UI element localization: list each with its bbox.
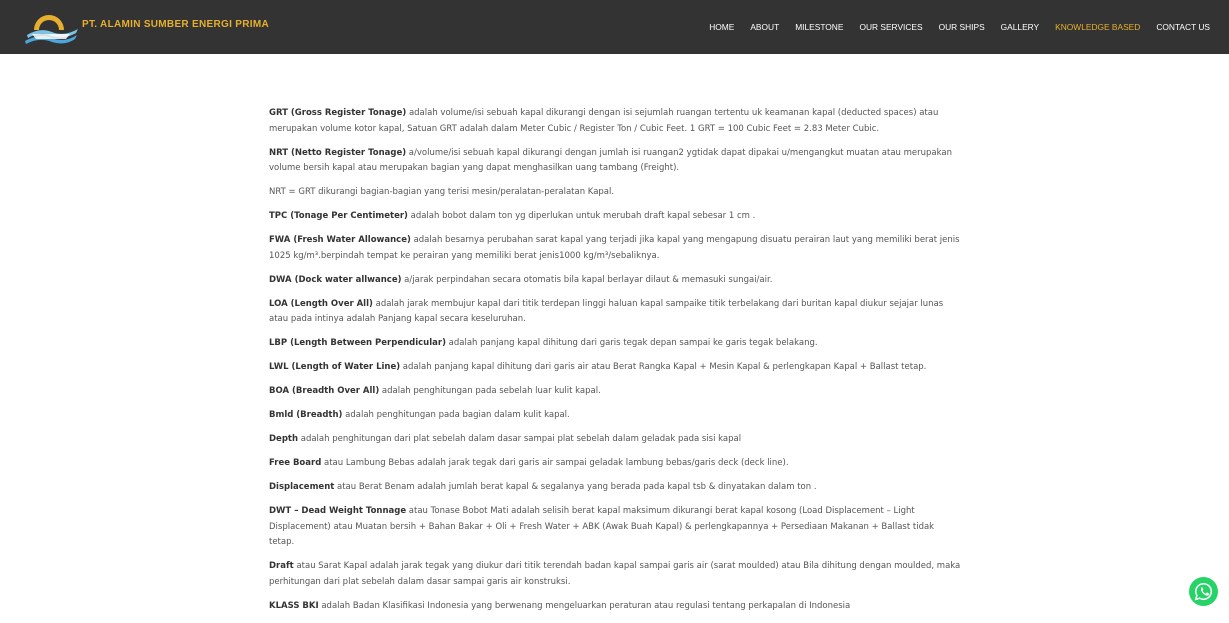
entry-text: adalah penghitungan dari plat sebelah dalam dasar sampai plat sebelah dalam geladak pada sisi kapal [298,434,742,444]
entry-text: atau Sarat Kapal adalah jarak tegak yang diukur dari titik terendah badan kapal sampai garis air (sarat moulded) atau Bila dihitung dengan moulded, maka perhitungan dari plat sebelah dalam dasar sampai garis air konstruksi. [269,561,961,587]
whatsapp-button[interactable] [1189,577,1218,606]
entry-text: adalah besarnya perubahan sarat kapal yang terjadi jika kapal yang mengapung disuatu perairan laut yang memiliki berat jenis 1025 kg/m³.berpindah tempat ke perairan yang memiliki berat jenis1000 kg/m³/sebaliknya. [269,235,960,261]
entry-nrt-formula [269,185,961,201]
entry-depth [269,432,961,448]
nav-milestone[interactable]: MILESTONE [795,22,844,32]
entry-term: GRT (Gross Register Tonage) [269,108,407,118]
brand[interactable] [22,8,269,46]
entry-text: adalah panjang kapal dihitung dari garis air atau Berat Rangka Kapal + Mesin Kapal & perlengkapan Kapal + Ballast tetap. [400,362,927,372]
entry-lwl [269,360,961,376]
entry-dwt [269,504,961,551]
entry-term: NRT (Netto Register Tonage) [269,147,407,158]
entry-text: adalah Badan Klasifikasi Indonesia yang berwenang mengeluarkan peraturan atau regulasi tentang perkapalan di Indonesia [318,600,851,611]
entry-term: TPC (Tonage Per Centimeter) [269,211,408,221]
site-header [0,0,1229,54]
entry-text: adalah volume/isi sebuah kapal dikurangi dengan isi sejumlah ruangan tertentu uk keamanan kapal (deducted spaces) atau merupakan volume kotor kapal, Satuan GRT adalah dalam Meter Cubic / Register Ton / Cubic Feet. 1 GRT = 100 Cubic Feet = 2.83 Meter Cubic. [269,108,939,134]
entry-free-board [269,456,961,472]
entry-term: DWA (Dock water allwance) [269,274,402,285]
entry-term: DWT – Dead Weight Tonnage [269,506,407,516]
entry-text: atau Berat Benam adalah jumlah berat kapal & segalanya yang berada pada kapal tsb & dinyatakan dalam ton . [334,482,817,492]
entry-term: Draft [269,561,294,571]
nav-gallery[interactable]: GALLERY [1000,22,1040,32]
whatsapp-icon [1194,582,1213,601]
entry-grt [269,106,961,137]
entry-text: a/jarak perpindahan secara otomatis bila kapal berlayar dilaut & memasuki sungai/air. [401,274,773,285]
entry-term: Bmld (Breadth) [269,410,343,420]
nav-contact-us[interactable]: CONTACT US [1156,22,1210,32]
entry-term: LWL (Length of Water Line) [269,362,401,372]
entry-boa [269,384,961,400]
main-nav [693,20,1210,34]
entry-draft [269,559,961,590]
entry-text: adalah panjang kapal dihitung dari garis tegak depan sampai ke garis tegak belakang. [445,338,818,348]
knowledge-content [269,106,961,623]
entry-text: adalah jarak membujur kapal dari titik terdepan linggi haluan kapal sampaike titik terbelakang dari buritan kapal diukur sejajar lunas atau pada intinya adalah Panjang kapal secara keseluruhan. [269,298,944,324]
entry-text: adalah penghitungan pada bagian dalam kulit kapal. [342,410,570,420]
entry-dwa [269,273,961,289]
entry-term: BOA (Breadth Over All) [269,386,380,396]
entry-text: adalah bobot dalam ton yg diperlukan untuk merubah draft kapal sebesar 1 cm . [407,211,756,221]
entry-term: Depth [269,434,299,444]
nav-knowledge-based[interactable]: KNOWLEDGE BASED [1055,22,1141,32]
entry-text: adalah penghitungan pada sebelah luar kulit kapal. [379,386,601,396]
entry-lbp [269,336,961,352]
entry-term: Displacement [269,482,335,492]
entry-nrt [269,146,961,177]
entry-tpc [269,209,961,225]
nav-our-services[interactable]: OUR SERVICES [859,22,923,32]
entry-klass-bki [269,599,961,615]
company-name: PT. ALAMIN SUMBER ENERGI PRIMA [82,18,269,30]
company-logo-icon [22,8,80,46]
entry-term: Free Board [269,458,322,468]
entry-fwa [269,233,961,264]
entry-term: LOA (Length Over All) [269,298,373,309]
entry-displacement [269,480,961,496]
entry-term: FWA (Fresh Water Allowance) [269,235,411,245]
entry-text: atau Tonase Bobot Mati adalah selisih berat kapal maksimum dikurangi berat kapal kosong (Load Displacement – Light Displacement) atau Muatan bersih + Bahan Bakar + Oli + Fresh Water + ABK (Awak Buah Kapal) & perlengkapannya + Persediaan Makanan + Ballast tidak tetap. [269,506,935,547]
nav-home[interactable]: HOME [709,22,735,32]
entry-text: NRT = GRT dikurangi bagian-bagian yang terisi mesin/peralatan-peralatan Kapal. [269,187,615,197]
nav-about[interactable]: ABOUT [750,22,780,32]
entry-term: LBP (Length Between Perpendicular) [269,338,446,348]
entry-bmld [269,408,961,424]
entry-loa [269,297,961,328]
entry-text: a/volume/isi sebuah kapal dikurangi dengan jumlah isi ruangan2 ygtidak dapat dipakai u/mengangkut muatan atau merupakan volume bersih kapal atau merupakan bagian yang dapat menghasilkan uang tambang (Freight). [269,147,952,173]
entry-text: atau Lambung Bebas adalah jarak tegak dari garis air sampai geladak lambung bebas/garis deck (deck line). [321,458,789,468]
nav-our-ships[interactable]: OUR SHIPS [938,22,985,32]
entry-term: KLASS BKI [269,600,319,611]
